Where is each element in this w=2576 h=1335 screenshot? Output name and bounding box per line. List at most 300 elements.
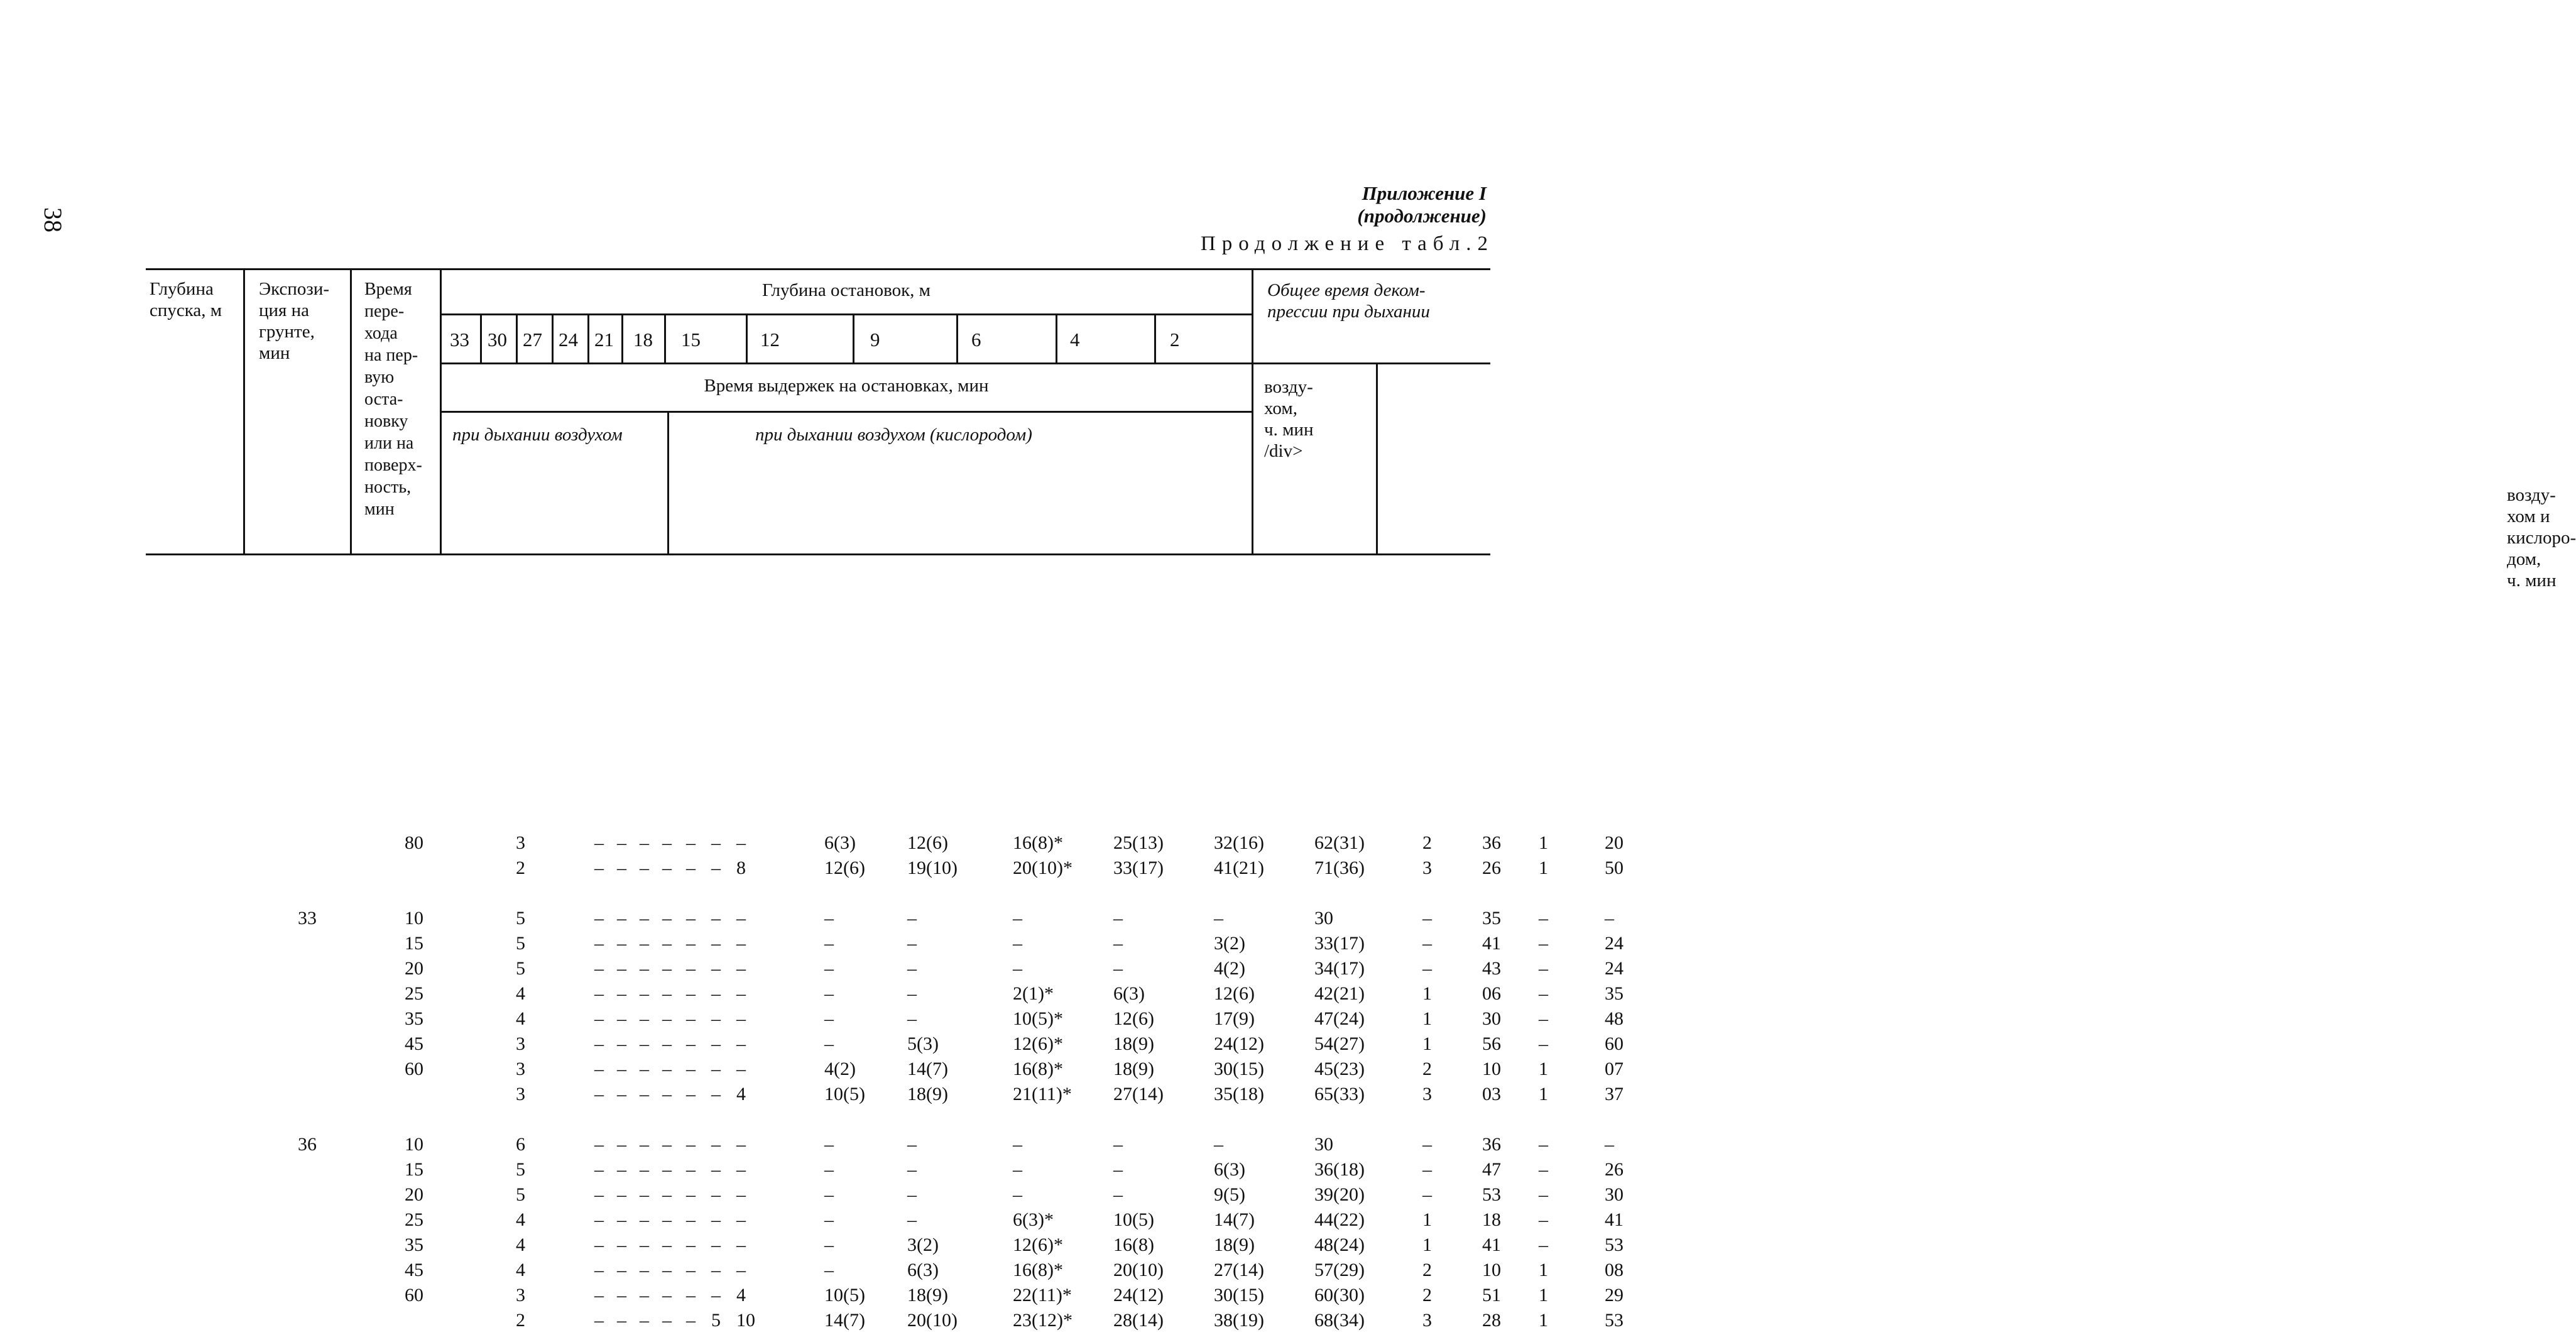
total-air-minutes: 43: [1482, 958, 1501, 979]
table-body: [292, 832, 1636, 1335]
stop-time: 12(6): [907, 832, 948, 853]
stop-time: –: [640, 1008, 649, 1029]
hold-title: Время выдержек на остановках, мин: [704, 376, 989, 396]
stop-time: 36(18): [1314, 1159, 1365, 1180]
stop-time: 19(10): [907, 858, 958, 878]
table-row: [292, 908, 1636, 933]
stop-time: 4: [736, 1285, 746, 1305]
stop-time: –: [711, 1285, 721, 1305]
total-oxygen-minutes: 29: [1605, 1285, 1624, 1305]
exposure-time: 35: [405, 1008, 423, 1029]
stop-rule-4: [1056, 313, 1057, 362]
stop-time: 25(13): [1113, 832, 1164, 853]
transition-time: 3: [516, 832, 525, 853]
stop-time: 23(12)*: [1013, 1310, 1072, 1331]
stop-time: –: [640, 1260, 649, 1280]
depth-header: Глубина спуска, м: [150, 279, 222, 320]
total-split-rule: [1376, 362, 1378, 555]
stop-time: –: [594, 1285, 604, 1305]
total-air-minutes: 53: [1482, 1184, 1501, 1205]
stop-time: –: [662, 832, 672, 853]
stop-time: 12(6): [1214, 983, 1255, 1004]
exposure-time: 80: [405, 832, 423, 853]
stop-time: 20(10): [907, 1310, 958, 1331]
stop-time: 8: [736, 858, 746, 878]
stop-time: –: [686, 1159, 696, 1180]
stop-time: –: [617, 1159, 626, 1180]
stop-time: –: [711, 858, 721, 878]
stop-depth-24: 24: [559, 329, 578, 351]
stop-time: –: [824, 958, 834, 979]
stop-time: 4(2): [1214, 958, 1245, 979]
stop-time: –: [736, 1159, 746, 1180]
stop-time: –: [686, 1059, 696, 1079]
stop-time: –: [907, 958, 917, 979]
stop-time: 9(5): [1214, 1184, 1245, 1205]
total-oxygen-hours: –: [1539, 933, 1548, 954]
stop-time: 5: [711, 1310, 721, 1331]
stop-time: –: [617, 1134, 626, 1155]
total-air-minutes: 36: [1482, 832, 1501, 853]
stop-time: –: [617, 1059, 626, 1079]
total-air-minutes: 18: [1482, 1209, 1501, 1230]
stop-time: 22(11)*: [1013, 1285, 1072, 1305]
stop-time: 16(8)*: [1013, 832, 1063, 853]
total-air-hours: 1: [1422, 1234, 1432, 1255]
stop-time: –: [711, 908, 721, 929]
stop-time: –: [711, 1184, 721, 1205]
transition-time: 5: [516, 933, 525, 954]
stop-time: –: [686, 1084, 696, 1104]
exposure-time: 60: [405, 1285, 423, 1305]
stop-rule-30: [480, 313, 482, 362]
stop-time: 12(6)*: [1013, 1033, 1063, 1054]
stop-time: 14(7): [824, 1310, 865, 1331]
transition-column-rule: [440, 268, 442, 555]
total-oxygen-minutes: 35: [1605, 983, 1624, 1004]
stop-time: 35(18): [1214, 1084, 1264, 1104]
stop-time: 4(2): [824, 1059, 856, 1079]
stop-time: –: [686, 1033, 696, 1054]
stop-rule-24: [552, 313, 554, 362]
stop-time: –: [662, 1033, 672, 1054]
stop-time: –: [662, 1209, 672, 1230]
table-row: [292, 832, 1636, 858]
stop-time: 4: [736, 1084, 746, 1104]
stop-time: –: [594, 1134, 604, 1155]
total-oxygen-minutes: 20: [1605, 832, 1624, 853]
stop-time: 30(15): [1214, 1059, 1264, 1079]
stop-time: 71(36): [1314, 858, 1365, 878]
total-oxygen-hours: –: [1539, 1234, 1548, 1255]
stop-time: 68(34): [1314, 1310, 1365, 1331]
stop-time: –: [617, 1310, 626, 1331]
total-oxygen-hours: –: [1539, 1033, 1548, 1054]
table-row: [292, 983, 1636, 1008]
stop-time: 10(5)*: [1013, 1008, 1063, 1029]
stop-time: –: [1113, 1159, 1123, 1180]
total-oxygen-minutes: 53: [1605, 1234, 1624, 1255]
stop-time: –: [617, 858, 626, 878]
stop-time: –: [907, 983, 917, 1004]
total-air-hours: 3: [1422, 1084, 1432, 1104]
total-oxygen-minutes: 48: [1605, 1008, 1624, 1029]
stop-time: 39(20): [1314, 1184, 1365, 1205]
transition-time: 5: [516, 1159, 525, 1180]
stop-depth-18: 18: [633, 329, 653, 351]
table-row: [292, 1059, 1636, 1084]
stop-time: –: [617, 1084, 626, 1104]
stop-time: –: [686, 1234, 696, 1255]
total-oxygen-hours: 1: [1539, 1059, 1548, 1079]
stop-depth-2: 2: [1170, 329, 1180, 351]
stop-time: –: [711, 832, 721, 853]
stop-time: –: [640, 1310, 649, 1331]
stop-time: –: [594, 832, 604, 853]
total-air-hours: 1: [1422, 1033, 1432, 1054]
stop-time: –: [617, 832, 626, 853]
stop-time: –: [907, 1209, 917, 1230]
stop-time: –: [824, 1008, 834, 1029]
stop-time: –: [824, 1033, 834, 1054]
appendix-title-line-1: Приложение I: [1362, 182, 1487, 204]
stop-time: 10(5): [824, 1285, 865, 1305]
stop-time: –: [617, 908, 626, 929]
descent-depth: 33: [298, 908, 317, 929]
total-oxygen-hours: –: [1539, 1008, 1548, 1029]
table-header: [146, 268, 2576, 1331]
stop-time: 16(8)*: [1013, 1260, 1063, 1280]
stop-time: –: [640, 1159, 649, 1180]
stop-time: –: [640, 1059, 649, 1079]
stop-time: –: [617, 958, 626, 979]
stops-title-rule: [441, 313, 1252, 315]
stop-time: –: [617, 1008, 626, 1029]
stop-time: 42(21): [1314, 983, 1365, 1004]
transition-time: 6: [516, 1134, 525, 1155]
table-row: [292, 1234, 1636, 1260]
exposure-header: Экспози- ция на грунте, мин: [259, 279, 330, 363]
stop-time: 38(19): [1214, 1310, 1264, 1331]
total-air-hours: –: [1422, 908, 1432, 929]
stop-time: –: [736, 832, 746, 853]
stop-time: –: [686, 1310, 696, 1331]
stop-depths-rule: [441, 362, 1490, 364]
stop-time: –: [824, 983, 834, 1004]
header-top-rule: [146, 268, 1490, 270]
stop-time: 14(7): [1214, 1209, 1255, 1230]
total-oxygen-minutes: 30: [1605, 1184, 1624, 1205]
stop-time: 30: [1314, 908, 1333, 929]
table-row: [292, 1310, 1636, 1335]
total-air-hours: 1: [1422, 1209, 1432, 1230]
transition-time: 5: [516, 1184, 525, 1205]
stop-time: –: [640, 1033, 649, 1054]
stop-time: –: [686, 1285, 696, 1305]
stop-time: –: [662, 1159, 672, 1180]
total-air-minutes: 47: [1482, 1159, 1501, 1180]
appendix-title-line-2: (продолжение): [1357, 205, 1487, 227]
stop-time: –: [736, 908, 746, 929]
total-oxygen-minutes: 24: [1605, 933, 1624, 954]
stop-depth-15: 15: [681, 329, 701, 351]
transition-time: 4: [516, 983, 525, 1004]
stop-time: –: [1113, 908, 1123, 929]
transition-time: 3: [516, 1059, 525, 1079]
total-air-minutes: 26: [1482, 858, 1501, 878]
stop-time: –: [736, 1260, 746, 1280]
depth-column-rule: [243, 268, 245, 555]
stop-time: –: [1013, 1159, 1022, 1180]
stop-time: 65(33): [1314, 1084, 1365, 1104]
stop-time: 34(17): [1314, 958, 1365, 979]
stop-time: 24(12): [1113, 1285, 1164, 1305]
stop-time: –: [711, 1084, 721, 1104]
total-air-hours: 3: [1422, 1310, 1432, 1331]
stop-time: 48(24): [1314, 1234, 1365, 1255]
transition-time: 4: [516, 1209, 525, 1230]
stop-time: 10: [736, 1310, 755, 1331]
stop-time: 16(8): [1113, 1234, 1154, 1255]
total-oxygen-hours: 1: [1539, 1310, 1548, 1331]
stop-time: –: [594, 908, 604, 929]
stop-rule-15: [664, 313, 666, 362]
table-row: [292, 933, 1636, 958]
stop-time: –: [640, 1134, 649, 1155]
stop-time: 62(31): [1314, 832, 1365, 853]
stop-time: 17(9): [1214, 1008, 1255, 1029]
stop-time: –: [686, 858, 696, 878]
transition-time: 3: [516, 1285, 525, 1305]
stop-time: –: [662, 1134, 672, 1155]
total-air-hours: 3: [1422, 858, 1432, 878]
stop-time: –: [617, 1234, 626, 1255]
exposure-time: 25: [405, 1209, 423, 1230]
air-breathing-label: при дыхании воздухом: [452, 425, 623, 445]
stop-time: –: [640, 1285, 649, 1305]
stop-time: –: [711, 983, 721, 1004]
stop-time: –: [907, 933, 917, 954]
table-row: [292, 1285, 1636, 1310]
total-air-hours: –: [1422, 1134, 1432, 1155]
stop-time: –: [594, 1084, 604, 1104]
stop-time: –: [686, 1260, 696, 1280]
stop-time: –: [736, 1033, 746, 1054]
stop-time: –: [662, 908, 672, 929]
stop-time: 12(6): [824, 858, 865, 878]
stop-time: –: [686, 832, 696, 853]
stop-time: –: [594, 1260, 604, 1280]
stop-time: –: [662, 1260, 672, 1280]
stop-time: –: [907, 908, 917, 929]
total-air-hours: 2: [1422, 1260, 1432, 1280]
stop-time: –: [640, 858, 649, 878]
row-spacer: [292, 1109, 1636, 1134]
appendix-title: [1357, 182, 1487, 227]
stop-time: –: [1013, 908, 1022, 929]
total-oxygen-minutes: 53: [1605, 1310, 1624, 1331]
transition-time: 5: [516, 908, 525, 929]
stop-depth-27: 27: [523, 329, 542, 351]
stops-total-rule: [1252, 268, 1253, 555]
stop-depth-33: 33: [450, 329, 469, 351]
table-caption: Продолжение табл.2: [1200, 232, 1494, 255]
total-oxygen-minutes: 24: [1605, 958, 1624, 979]
stop-depth-12: 12: [760, 329, 780, 351]
stop-time: –: [1214, 908, 1223, 929]
total-air-minutes: 10: [1482, 1260, 1501, 1280]
total-oxygen-hours: 1: [1539, 1285, 1548, 1305]
stop-time: 21(11)*: [1013, 1084, 1072, 1104]
total-air-hours: 1: [1422, 983, 1432, 1004]
stop-depth-9: 9: [870, 329, 880, 351]
stop-time: 20(10): [1113, 1260, 1164, 1280]
stop-time: –: [1013, 1134, 1022, 1155]
table-row: [292, 1134, 1636, 1159]
stop-time: 30(15): [1214, 1285, 1264, 1305]
stop-time: –: [594, 1033, 604, 1054]
stop-time: 32(16): [1214, 832, 1264, 853]
total-air-hours: 2: [1422, 832, 1432, 853]
stop-time: –: [711, 1134, 721, 1155]
stop-time: 27(14): [1113, 1084, 1164, 1104]
total-air-minutes: 35: [1482, 908, 1501, 929]
stop-time: –: [662, 1084, 672, 1104]
stop-time: –: [662, 1184, 672, 1205]
total-oxygen-minutes: 50: [1605, 858, 1624, 878]
stop-rule-12: [746, 313, 748, 362]
stop-time: 20(10)*: [1013, 858, 1072, 878]
total-air-minutes: 30: [1482, 1008, 1501, 1029]
stop-depth-4: 4: [1070, 329, 1080, 351]
stop-time: –: [640, 983, 649, 1004]
stop-time: 3(2): [1214, 933, 1245, 954]
stop-time: –: [617, 933, 626, 954]
stop-time: 12(6): [1113, 1008, 1154, 1029]
stop-time: –: [907, 1159, 917, 1180]
transition-time: 5: [516, 958, 525, 979]
stop-rule-6: [956, 313, 958, 362]
stop-time: 5(3): [907, 1033, 939, 1054]
total-oxygen-hours: –: [1539, 1159, 1548, 1180]
stop-time: 12(6)*: [1013, 1234, 1063, 1255]
stop-time: –: [594, 1059, 604, 1079]
stop-time: –: [662, 1285, 672, 1305]
transition-time: 2: [516, 858, 525, 878]
stop-time: –: [594, 1209, 604, 1230]
stop-rule-9: [853, 313, 854, 362]
stop-time: –: [662, 933, 672, 954]
exposure-time: 10: [405, 908, 423, 929]
stop-time: –: [686, 983, 696, 1004]
total-oxygen-minutes: 26: [1605, 1159, 1624, 1180]
stop-time: –: [617, 1184, 626, 1205]
total-oxygen-hours: –: [1539, 958, 1548, 979]
stop-time: –: [640, 933, 649, 954]
stop-time: 16(8)*: [1013, 1059, 1063, 1079]
table-row: [292, 1260, 1636, 1285]
total-title: Общее время деком- прессии при дыхании: [1267, 280, 1430, 322]
stop-time: 14(7): [907, 1059, 948, 1079]
stop-time: –: [594, 983, 604, 1004]
stop-time: –: [736, 1134, 746, 1155]
stop-time: –: [640, 958, 649, 979]
exposure-time: 25: [405, 983, 423, 1004]
stop-time: –: [594, 933, 604, 954]
stop-time: 33(17): [1314, 933, 1365, 954]
stop-time: –: [711, 1234, 721, 1255]
stop-time: –: [594, 858, 604, 878]
stop-time: –: [1113, 958, 1123, 979]
total-air-minutes: 56: [1482, 1033, 1501, 1054]
stop-time: –: [662, 1008, 672, 1029]
total-oxygen-minutes: –: [1605, 1134, 1614, 1155]
total-air-hours: –: [1422, 1184, 1432, 1205]
total-air-minutes: 36: [1482, 1134, 1501, 1155]
stop-time: –: [617, 1033, 626, 1054]
page-number: 38: [39, 207, 67, 232]
exposure-time: 15: [405, 1159, 423, 1180]
stop-time: –: [711, 1059, 721, 1079]
stop-time: 10(5): [824, 1084, 865, 1104]
stop-time: –: [662, 858, 672, 878]
transition-header: Время пере- хода на пер- вую оста- новку или на поверх- ность, мин: [364, 280, 422, 519]
stop-time: –: [640, 1234, 649, 1255]
stop-time: –: [640, 908, 649, 929]
total-air-minutes: 06: [1482, 983, 1501, 1004]
stop-time: –: [662, 958, 672, 979]
stop-time: –: [736, 1209, 746, 1230]
row-spacer: [292, 883, 1636, 908]
stop-time: 57(29): [1314, 1260, 1365, 1280]
stop-time: –: [1013, 933, 1022, 954]
stop-time: –: [824, 933, 834, 954]
table-row: [292, 858, 1636, 883]
stop-time: 44(22): [1314, 1209, 1365, 1230]
stop-time: –: [686, 908, 696, 929]
stop-time: 41(21): [1214, 858, 1264, 878]
stop-depth-21: 21: [594, 329, 614, 351]
stop-time: –: [907, 1134, 917, 1155]
total-oxygen-minutes: 07: [1605, 1059, 1624, 1079]
total-oxygen-minutes: –: [1605, 908, 1614, 929]
stop-time: –: [662, 1234, 672, 1255]
stop-time: –: [907, 1008, 917, 1029]
stop-time: –: [824, 1159, 834, 1180]
stop-time: –: [824, 1184, 834, 1205]
total-oxygen-minutes: 41: [1605, 1209, 1624, 1230]
stop-time: –: [711, 933, 721, 954]
stop-time: –: [907, 1184, 917, 1205]
stop-time: –: [1013, 1184, 1022, 1205]
stop-time: –: [736, 1184, 746, 1205]
total-oxygen-minutes: 37: [1605, 1084, 1624, 1104]
stop-time: –: [711, 1260, 721, 1280]
stop-time: –: [711, 958, 721, 979]
stop-time: 47(24): [1314, 1008, 1365, 1029]
exposure-time: 20: [405, 958, 423, 979]
stop-time: –: [736, 958, 746, 979]
stop-time: –: [617, 1260, 626, 1280]
stop-time: –: [711, 1008, 721, 1029]
stop-rule-27: [516, 313, 518, 362]
stop-time: 18(9): [907, 1084, 948, 1104]
stop-time: –: [711, 1159, 721, 1180]
stop-time: –: [824, 1134, 834, 1155]
stop-time: –: [686, 958, 696, 979]
exposure-time: 60: [405, 1059, 423, 1079]
stop-time: 18(9): [1214, 1234, 1255, 1255]
